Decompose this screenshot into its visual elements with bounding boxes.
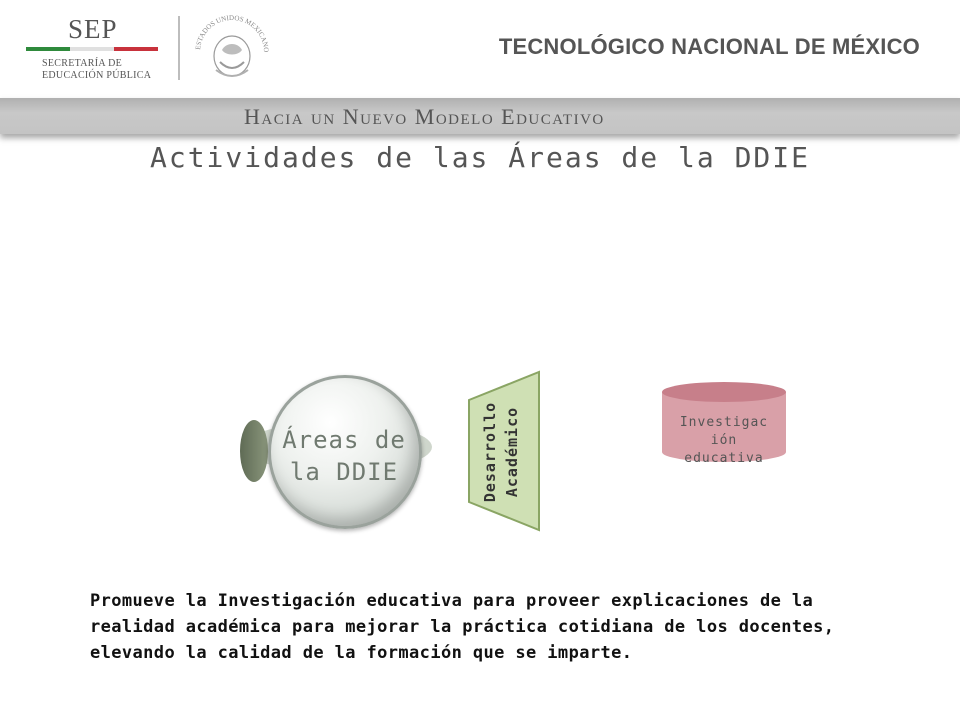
band-slogan: Hacia un Nuevo Modelo Educativo <box>244 104 605 129</box>
cylinder-label-line3: educativa <box>684 451 764 466</box>
sep-logo-title: SEP <box>68 14 118 44</box>
svg-text:ESTADOS UNIDOS MEXICANOS: ESTADOS UNIDOS MEXICANO <box>194 13 271 53</box>
areas-orb-label <box>264 424 424 488</box>
desarrollo-academico-label <box>479 377 529 527</box>
sep-logo-tricolor-line <box>26 47 158 51</box>
national-seal-icon <box>192 12 272 88</box>
trap-label-line2: Académico <box>503 406 521 498</box>
header-divider <box>178 16 180 80</box>
sep-logo-subtitle-line1: SECRETARÍA DE <box>42 58 123 69</box>
slide-title: Actividades de las Áreas de la DDIE <box>149 141 810 174</box>
trap-label-line1: Desarrollo <box>481 401 499 503</box>
investigacion-label <box>662 414 786 468</box>
orb-label-line1: Áreas de <box>282 426 406 454</box>
header-bar <box>0 0 960 100</box>
sep-logo-subtitle-line2: EDUCACIÓN PÚBLICA <box>42 70 152 81</box>
description-text: Promueve la Investigación educativa para proveer explicaciones de la realidad académica para mejorar la práctica cotidiana de los docentes, elevando la calidad de la formación que se imparte. <box>90 591 835 663</box>
orb-label-line2: la DDIE <box>289 458 399 486</box>
institution-name: TECNOLÓGICO NACIONAL DE MÉXICO <box>498 34 920 59</box>
cylinder-label-line2: ión <box>710 433 738 448</box>
cylinder-label-line1: Investigac <box>679 415 769 430</box>
